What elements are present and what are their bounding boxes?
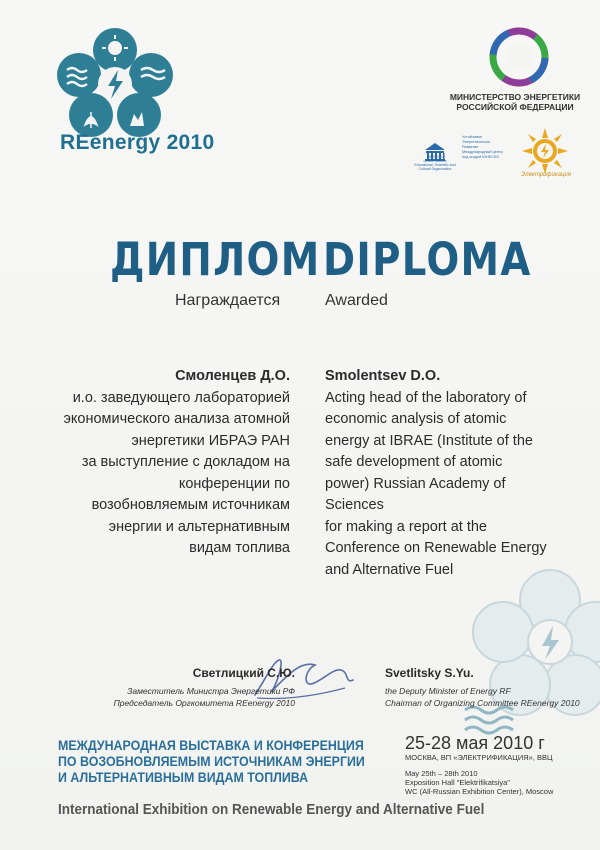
awarded-label-ru: Награждается [175,292,281,309]
recipient-name-ru: Смоленцев Д.О. [175,368,290,384]
electrification-sun-logo [522,128,568,174]
sustainable-energy-program-caption: Устойчивое Энергетическое Развитие Международный центр под эгидой ЮНЕСКО [462,135,503,159]
unesco-label: UNESCO [427,155,443,159]
signatory-role-en: the Deputy Minister of Energy RF Chairman of Organizing Committee REenergy 2010 [385,686,580,708]
footer-event-title-en: International Exhibition on Renewable Energy and Alternative Fuel [58,801,485,818]
footer-date-ru: 25-28 мая 2010 г [405,733,545,753]
footer-event-title-ru: МЕЖДУНАРОДНАЯ ВЫСТАВКА И КОНФЕРЕНЦИЯ ПО ВОЗОБНОВЛЯЕМЫМ ИСТОЧНИКАМ ЭНЕРГИИ И АЛЬТЕРНАТИВНЫМ ВИДАМ ТОПЛИВА [58,738,365,785]
electrification-caption: Электрификация [521,172,571,178]
signatory-name-en: Svetlitsky S.Yu. [385,666,474,680]
signatory-name-ru: Светлицкий С.Ю. [192,666,295,680]
footer-venue-en: May 25th – 28th 2010 Exposition Hall "Elektrifikatsiya" WC (All-Russian Exhibition Center), Moscow [405,769,554,796]
recipient-name-en: Smolentsev D.O. [325,368,441,384]
recipient-text-en: Smolentsev D.O. Acting head of the laboratory of economic analysis of atomic energy at IBRAE (Institute of the safe development of atomic power) Russian Academy of Sciences for making a report at the Conference on Renewable Energy and Alternative Fuel [325,366,555,581]
awarded-label-en: Awarded [325,292,388,309]
signatory-role-ru: Заместитель Министра Энергетики РФ Председатель Оргкомитета REenergy 2010 [113,686,295,708]
decorative-flower-watermark [455,560,600,750]
ministry-ring-logo [488,26,550,88]
event-logo-text: REenergy 2010 [60,131,215,154]
diploma-title-en: DIPLOMA [323,233,532,286]
ministry-name: МИНИСТЕРСТВО ЭНЕРГЕТИКИ РОССИЙСКОЙ ФЕДЕРАЦИИ [449,92,581,112]
recipient-text-ru: Смоленцев Д.О. и.о. заведующего лабораторией экономического анализа атомной энергетики ИБРАЭ РАН за выступление с докладом на конференции по возобновляемым источникам энергии и альтернативным видам топлива [50,366,290,560]
diploma-title-ru: ДИПЛОМ [110,233,321,286]
footer-venue-ru: МОСКВА, ВП «ЭЛЕКТРИФИКАЦИЯ», ВВЦ [405,753,553,762]
unesco-caption: UNESCO United Nations Educational, Scientific and Cultural Organization [410,155,460,171]
